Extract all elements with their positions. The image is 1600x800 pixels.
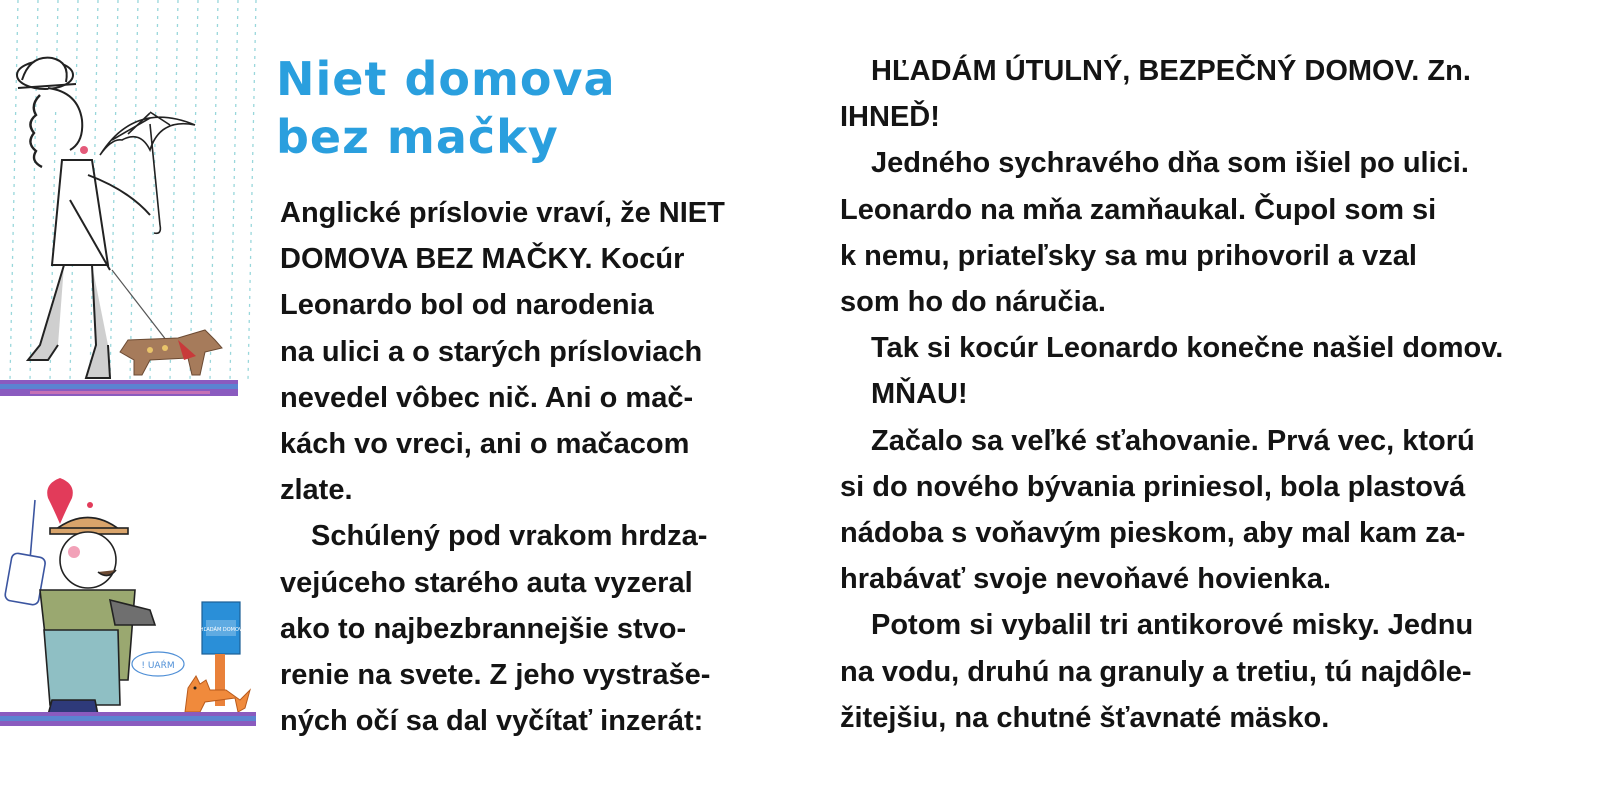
mailbox-label: HĽADÁM DOMOV bbox=[199, 627, 243, 633]
speech-bubble-text: ! UAŔM bbox=[141, 661, 175, 671]
text-line: Leonardo bol od narodenia bbox=[280, 289, 654, 322]
title-line: Niet domova bbox=[276, 52, 616, 106]
left-text-column bbox=[280, 190, 740, 744]
man-with-hat-icon bbox=[40, 518, 155, 716]
text-line: k nemu, priateľsky sa mu prihovoril a vzal bbox=[840, 239, 1417, 272]
text-line: na vodu, druhú na granuly a tretiu, tú najdôle- bbox=[840, 655, 1472, 688]
text-line: HĽADÁM ÚTULNÝ, BEZPEČNÝ DOMOV. Zn. bbox=[871, 55, 1471, 87]
text-line: Leonardo na mňa zamňaukal. Čupol som si bbox=[840, 193, 1437, 226]
text-line: nevedel vôbec nič. Ani o mač- bbox=[280, 381, 694, 414]
text-line: Tak si kocúr Leonardo konečne našiel domov. bbox=[871, 332, 1504, 365]
page-title bbox=[276, 50, 616, 166]
text-line: zlate. bbox=[280, 474, 353, 507]
text-line: na ulici a o starých prísloviach bbox=[280, 335, 703, 368]
text-line: renie na svete. Z jeho vystraše- bbox=[280, 659, 711, 692]
dog-on-leash-icon bbox=[112, 270, 222, 375]
text-line: Schúlený pod vrakom hrdza- bbox=[311, 520, 708, 553]
text-line: ných očí sa dal vyčítať inzerát: bbox=[280, 705, 704, 738]
text-line: DOMOVA BEZ MAČKY. Kocúr bbox=[280, 243, 685, 276]
text-line: MŇAU! bbox=[871, 378, 968, 411]
umbrella-icon bbox=[100, 112, 195, 233]
text-line: si do nového bývania priniesol, bola plastová bbox=[840, 470, 1466, 503]
right-text-column bbox=[840, 48, 1530, 741]
text-line: nádoba s voňavým pieskom, aby mal kam za- bbox=[840, 517, 1466, 550]
text-line: som ho do náručia. bbox=[840, 286, 1106, 319]
ground-strip-top bbox=[0, 380, 238, 396]
text-line: Anglické príslovie vraví, že NIET bbox=[280, 197, 725, 229]
text-line: Potom si vybalil tri antikorové misky. Jednu bbox=[871, 609, 1474, 642]
text-line: ako to najbezbrannejšie stvo- bbox=[280, 612, 687, 645]
text-line: Začalo sa veľké sťahovanie. Prvá vec, ktorú bbox=[871, 424, 1475, 457]
text-line: žitejšiu, na chutné šťavnaté mäsko. bbox=[840, 701, 1330, 734]
text-line: kách vo vreci, ani o mačacom bbox=[280, 428, 690, 461]
woman-with-umbrella-icon bbox=[17, 58, 150, 378]
text-line: vejúceho starého auta vyzeral bbox=[280, 566, 693, 599]
illustration-area bbox=[0, 0, 270, 800]
text-line: hrabávať svoje nevoňavé hovienka. bbox=[840, 563, 1332, 596]
text-line: Jedného sychravého dňa som išiel po ulici. bbox=[871, 147, 1469, 180]
text-line: IHNEĎ! bbox=[840, 101, 940, 134]
title-line: bez mačky bbox=[276, 110, 559, 164]
ground-strip-bottom bbox=[0, 712, 256, 726]
speech-bubble bbox=[132, 652, 184, 676]
